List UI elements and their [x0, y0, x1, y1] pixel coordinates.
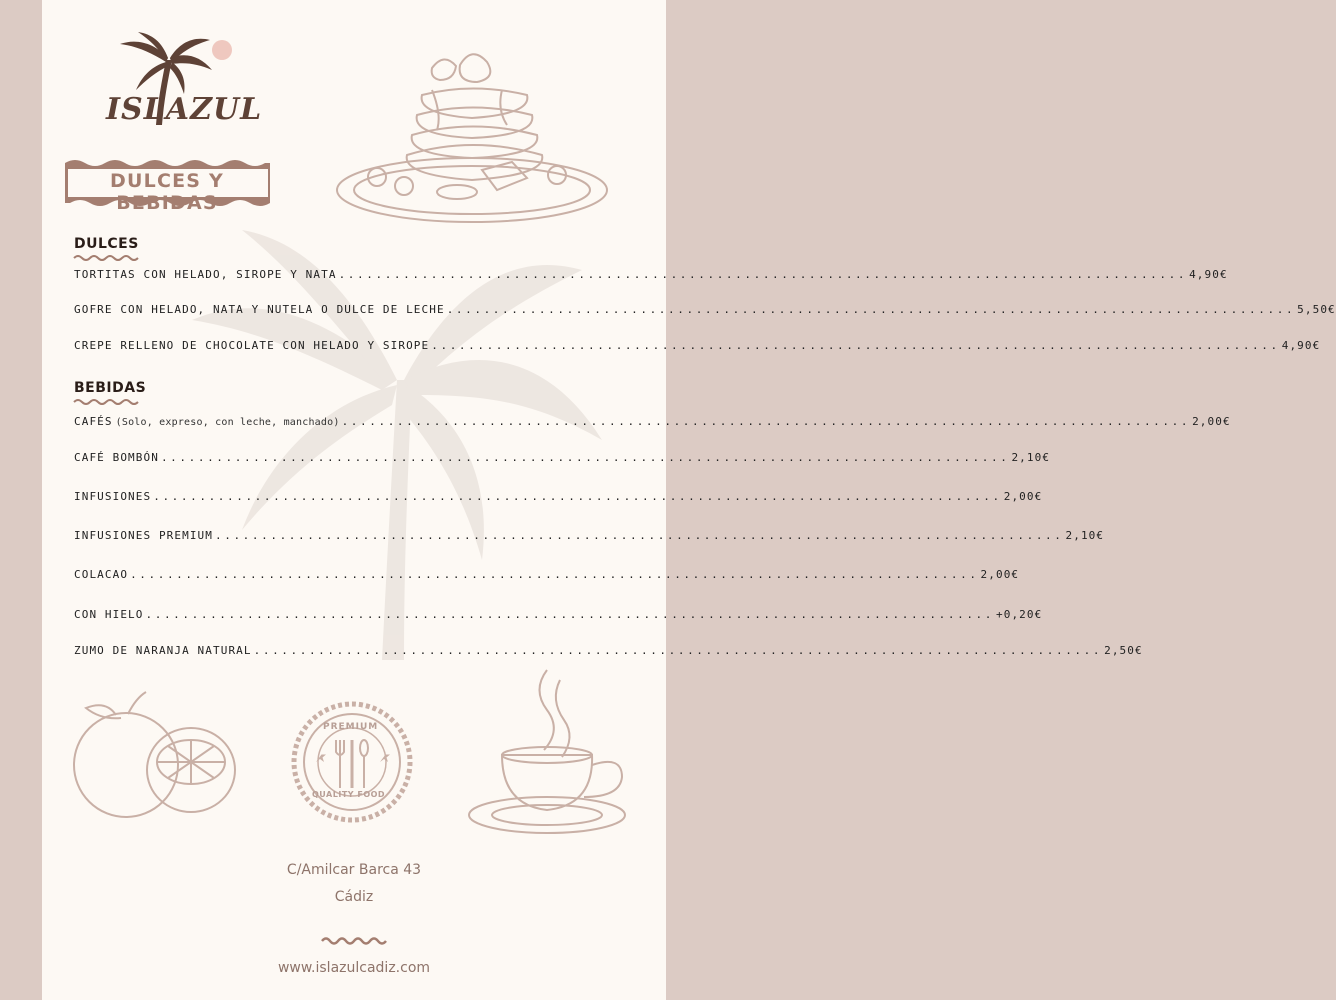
- menu-item: [74, 529, 1105, 547]
- menu-item: [74, 451, 1051, 469]
- item-name: INFUSIONES PREMIUM: [74, 529, 214, 542]
- website-link[interactable]: www.islazulcadiz.com: [277, 960, 431, 976]
- item-price: 2,10€: [1065, 529, 1105, 542]
- item-name: GOFRE CON HELADO, NATA Y NUTELA O DULCE DE LECHE: [74, 303, 445, 316]
- wave-divider: [74, 398, 138, 406]
- leader-dots: ............................................................................................: [145, 608, 994, 621]
- menu-item: [74, 608, 1043, 626]
- leader-dots: ............................................................................................: [130, 568, 979, 581]
- section-title-bebidas: BEBIDAS: [74, 380, 147, 396]
- menu-item: [74, 490, 1043, 508]
- item-price: 2,00€: [1003, 490, 1043, 503]
- item-name: TORTITAS CON HELADO, SIROPE Y NATA: [74, 268, 337, 281]
- menu-title: DULCES Y BEBIDAS: [110, 170, 224, 214]
- address-line-1: C/Amilcar Barca 43: [286, 862, 422, 878]
- menu-item: [74, 303, 1336, 321]
- item-name: CAFÉ BOMBÓN: [74, 451, 159, 464]
- item-name: CAFÉS: [74, 415, 113, 428]
- menu-page: [42, 0, 1336, 1000]
- sun-dot: [212, 40, 232, 60]
- wave-divider: [322, 936, 386, 946]
- item-name: ZUMO DE NARANJA NATURAL: [74, 644, 252, 657]
- menu-item: [74, 268, 1228, 286]
- brand-logo: ISLAZUL: [106, 92, 263, 127]
- item-price: 4,90€: [1281, 339, 1321, 352]
- item-name: CREPE RELLENO DE CHOCOLATE CON HELADO Y SIROPE: [74, 339, 430, 352]
- palm-watermark: [182, 230, 602, 670]
- item-price: +0,20€: [996, 608, 1043, 621]
- leader-dots: ............................................................................................: [153, 490, 1002, 503]
- item-price: 5,50€: [1297, 303, 1336, 316]
- premium-quality-stamp: [290, 700, 415, 825]
- address-line-2: Cádiz: [334, 889, 374, 905]
- leader-dots: ............................................................................................: [446, 303, 1296, 316]
- item-name: INFUSIONES: [74, 490, 152, 503]
- item-price: 2,00€: [1192, 415, 1231, 428]
- section-title-dulces: DULCES: [74, 236, 139, 252]
- item-price: 2,10€: [1011, 451, 1051, 464]
- leader-dots: ............................................................................................: [160, 451, 1010, 464]
- leader-dots: ............................................................................................: [215, 529, 1064, 542]
- pancake-illustration: [332, 40, 617, 230]
- wave-divider: [74, 254, 138, 262]
- item-price: 4,90€: [1189, 268, 1228, 281]
- item-name: CON HIELO: [74, 608, 144, 621]
- item-price: 2,00€: [980, 568, 1020, 581]
- leader-dots: ............................................................................................: [253, 644, 1103, 657]
- item-price: 2,50€: [1104, 644, 1143, 657]
- menu-item: [74, 415, 1231, 433]
- leader-dots: ............................................................................................: [338, 268, 1188, 281]
- coffee-cup-illustration: [472, 665, 642, 845]
- orange-illustration: [66, 690, 236, 820]
- menu-item: [74, 644, 1143, 662]
- leader-dots: ............................................................................................: [431, 339, 1280, 352]
- menu-item: [74, 568, 1020, 586]
- stamp-label-bottom: QUALITY FOOD: [312, 790, 386, 799]
- stamp-label-top: PREMIUM: [323, 722, 379, 732]
- leader-dots: ............................................................................................: [341, 415, 1191, 428]
- item-name: COLACAO: [74, 568, 129, 581]
- menu-item: [74, 339, 1321, 357]
- item-note: (Solo, expreso, con leche, manchado): [115, 417, 340, 428]
